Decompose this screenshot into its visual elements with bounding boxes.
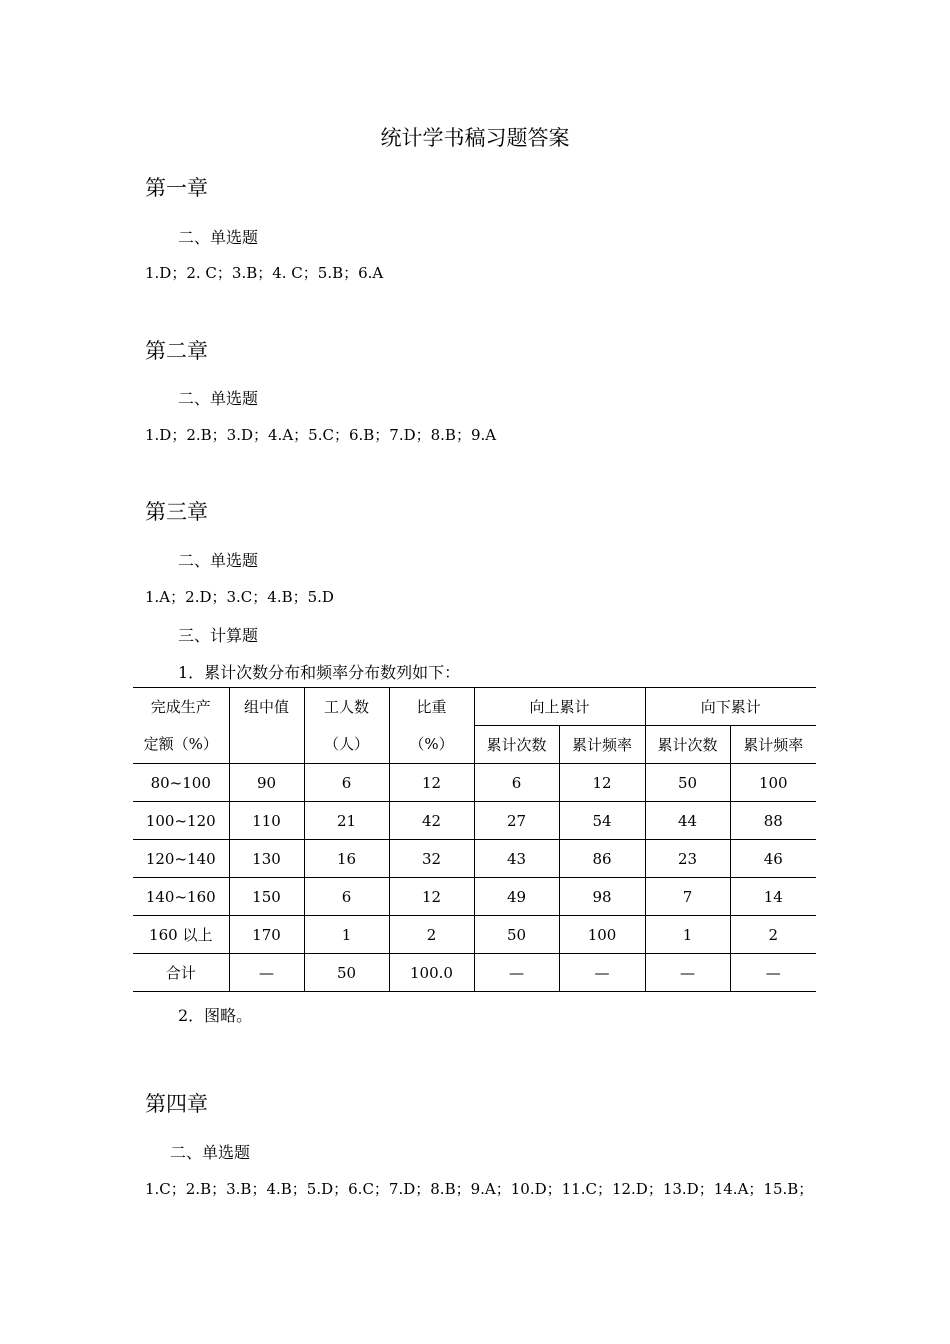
- table-cell: 130: [229, 840, 304, 878]
- table-cell: 88: [730, 802, 816, 840]
- header-down-cum-freq: 累计频率: [730, 726, 816, 764]
- table-cell: 6: [474, 764, 559, 802]
- table-row: [133, 764, 816, 802]
- table-cell: 86: [559, 840, 645, 878]
- chapter-2-answers: 1.D；2.B；3.D；4.A；5.C；6.B；7.D；8.B；9.A: [145, 426, 497, 444]
- chapter-3-calc-label: 三、计算题: [178, 626, 259, 645]
- table-cell: 23: [645, 840, 730, 878]
- table-cell: 12: [389, 764, 474, 802]
- table-cell: 110: [229, 802, 304, 840]
- frequency-table: [133, 687, 816, 992]
- chapter-2-section-label: 二、单选题: [178, 389, 259, 408]
- header-share-line1: 比重: [389, 688, 474, 726]
- table-cell: 2: [389, 916, 474, 954]
- header-workers-line2: （人）: [304, 726, 389, 764]
- table-cell: 42: [389, 802, 474, 840]
- header-downward: 向下累计: [645, 688, 816, 726]
- table-cell: 50: [474, 916, 559, 954]
- table-cell: 合计: [133, 954, 229, 992]
- table-cell: 100: [730, 764, 816, 802]
- table-cell: 14: [730, 878, 816, 916]
- header-workers-line1: 工人数: [304, 688, 389, 726]
- table-cell: 46: [730, 840, 816, 878]
- chapter-1-section-label: 二、单选题: [178, 228, 259, 247]
- table-cell: 2: [730, 916, 816, 954]
- chapter-3-section-label: 二、单选题: [178, 551, 259, 570]
- table-cell: 140~160: [133, 878, 229, 916]
- header-quota-line1: 完成生产: [133, 688, 229, 726]
- table-cell: 21: [304, 802, 389, 840]
- table-cell: 32: [389, 840, 474, 878]
- table-cell: 50: [304, 954, 389, 992]
- table-cell: 160 以上: [133, 916, 229, 954]
- chapter-3-heading: 第三章: [145, 500, 208, 524]
- table-cell: 50: [645, 764, 730, 802]
- header-upward: 向上累计: [474, 688, 645, 726]
- header-quota-line2: 定额（%）: [133, 726, 229, 764]
- table-cell: 12: [389, 878, 474, 916]
- chapter-3-answers: 1.A；2.D；3.C；4.B；5.D: [145, 588, 334, 606]
- table-row: [133, 916, 816, 954]
- table-cell: 16: [304, 840, 389, 878]
- chapter-1-answers: 1.D；2. C；3.B；4. C；5.B；6.A: [145, 264, 384, 282]
- table-row: [133, 954, 816, 992]
- table-cell: 49: [474, 878, 559, 916]
- table-cell: 54: [559, 802, 645, 840]
- table-cell: —: [474, 954, 559, 992]
- header-share-line2: （%）: [389, 726, 474, 764]
- header-down-cum-count: 累计次数: [645, 726, 730, 764]
- table-cell: 12: [559, 764, 645, 802]
- table-cell: 120~140: [133, 840, 229, 878]
- table-cell: 43: [474, 840, 559, 878]
- table-row: [133, 802, 816, 840]
- table-cell: 100~120: [133, 802, 229, 840]
- chapter-1-heading: 第一章: [145, 176, 208, 200]
- table-cell: 80~100: [133, 764, 229, 802]
- calc-item-2: 2．图略。: [178, 1006, 253, 1025]
- table-row: [133, 840, 816, 878]
- table-cell: 44: [645, 802, 730, 840]
- chapter-2-heading: 第二章: [145, 339, 208, 363]
- table-cell: 6: [304, 878, 389, 916]
- table-row: [133, 878, 816, 916]
- table-cell: 1: [645, 916, 730, 954]
- chapter-4-answers: 1.C；2.B；3.B；4.B；5.D；6.C；7.D；8.B；9.A；10.D；11.C；12.D；13.D；14.A；15.B；: [145, 1180, 814, 1198]
- document-title: 统计学书稿习题答案: [380, 126, 570, 150]
- header-up-cum-count: 累计次数: [474, 726, 559, 764]
- table-cell: —: [229, 954, 304, 992]
- calc-item-1: 1．累计次数分布和频率分布数列如下：: [178, 663, 461, 682]
- chapter-4-section-label: 二、单选题: [170, 1143, 251, 1162]
- table-cell: 98: [559, 878, 645, 916]
- table-cell: —: [559, 954, 645, 992]
- table-cell: 7: [645, 878, 730, 916]
- header-up-cum-freq: 累计频率: [559, 726, 645, 764]
- table-cell: —: [730, 954, 816, 992]
- table-cell: 100: [559, 916, 645, 954]
- table-cell: —: [645, 954, 730, 992]
- table-cell: 100.0: [389, 954, 474, 992]
- table-cell: 170: [229, 916, 304, 954]
- table-cell: 150: [229, 878, 304, 916]
- table-cell: 90: [229, 764, 304, 802]
- table-cell: 27: [474, 802, 559, 840]
- header-midpoint: 组中值: [229, 688, 304, 764]
- chapter-4-heading: 第四章: [145, 1092, 208, 1116]
- table-cell: 6: [304, 764, 389, 802]
- table-header-row-1: [133, 688, 816, 726]
- table-cell: 1: [304, 916, 389, 954]
